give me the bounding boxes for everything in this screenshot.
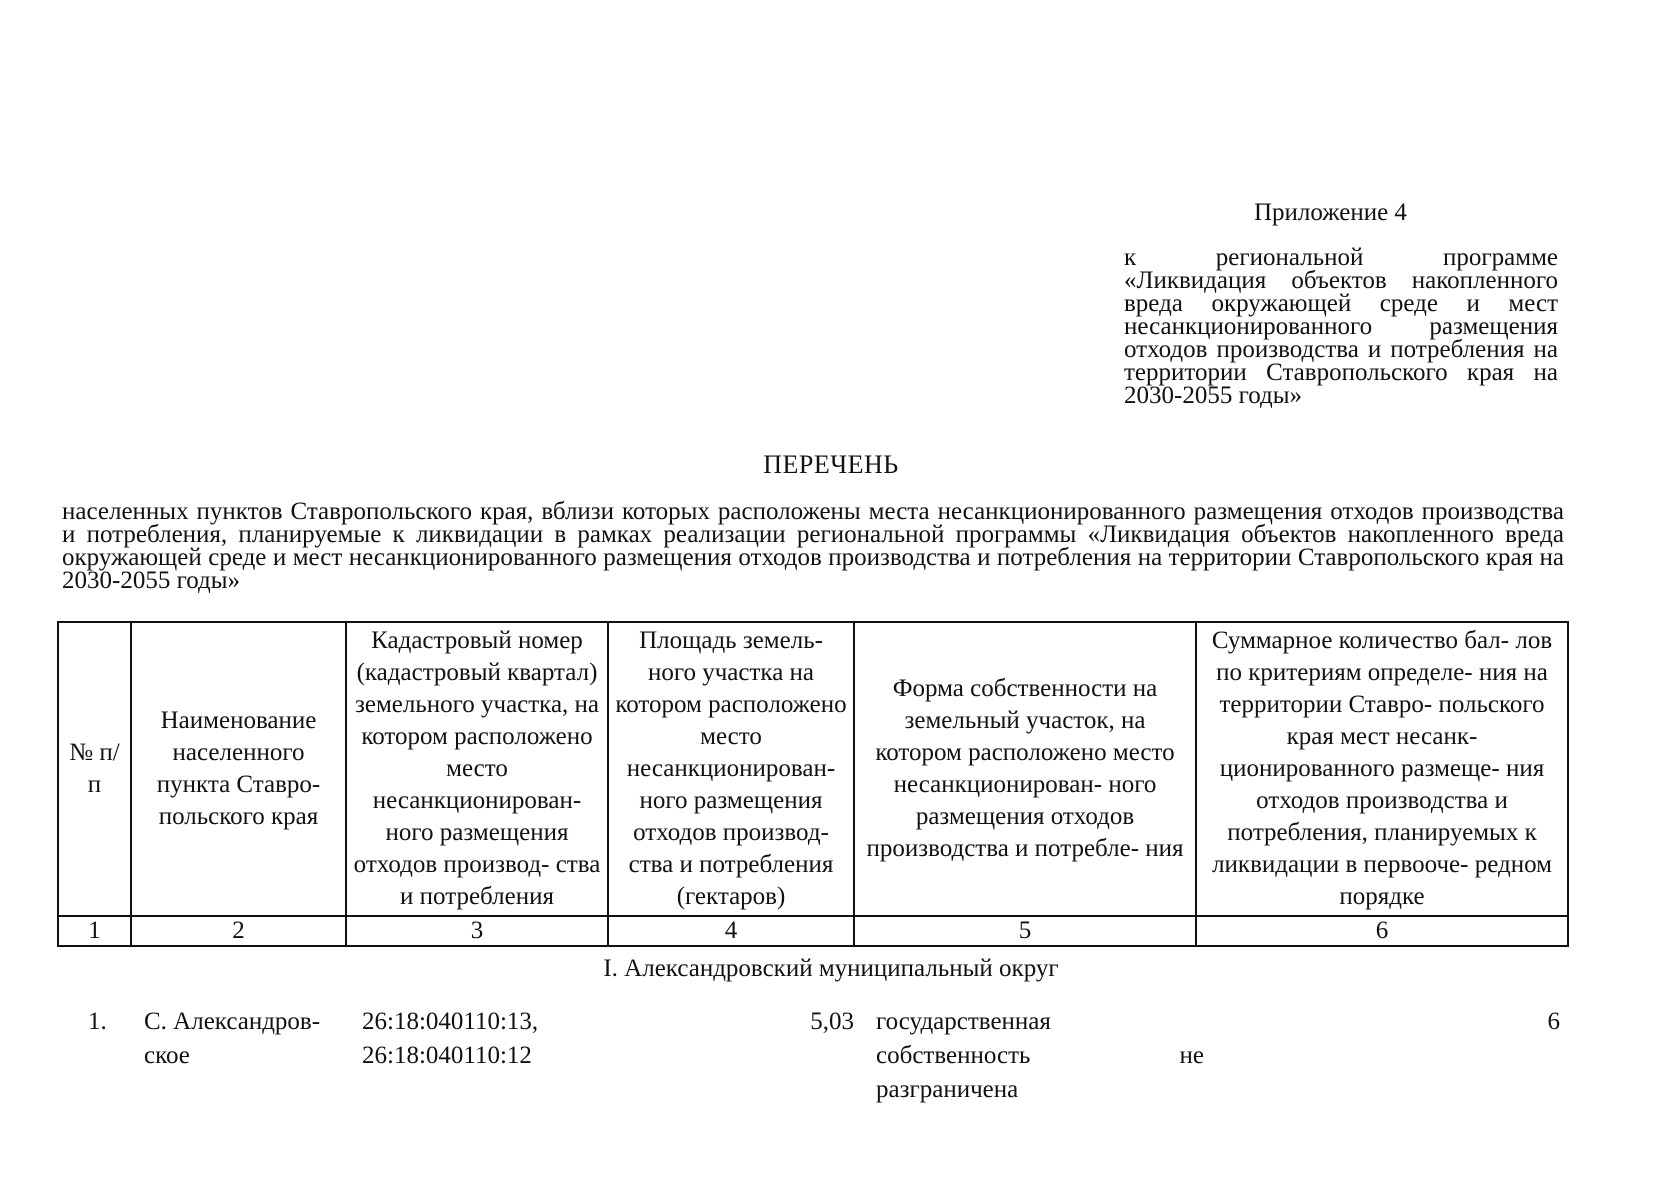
column-number: 2 xyxy=(131,916,346,946)
column-number-row xyxy=(58,916,1568,946)
row-score: 6 xyxy=(1547,1008,1560,1035)
header-ownership: Форма собственности на земельный участок, на котором расположено место несанкционирован- ного размещения отходов производства и потребле- ния xyxy=(854,622,1196,916)
cadastral-number-line: 26:18:040110:13, xyxy=(362,1008,539,1035)
cadastral-number-line: 26:18:040110:12 xyxy=(362,1042,532,1069)
column-number: 5 xyxy=(854,916,1196,946)
document-heading: ПЕРЕЧЕНЬ xyxy=(763,450,899,479)
row-area: 5,03 xyxy=(810,1008,854,1035)
header-score: Суммарное количество бал- лов по критериям определе- ния на территории Ставро- польского края мест несанк- ционированного размеще- ния отходов производства и потребления, планируемых к ликвидации в первооче- редном порядке xyxy=(1196,622,1568,916)
section-heading: I. Александровский муниципальный округ xyxy=(603,955,1059,982)
column-number: 4 xyxy=(608,916,854,946)
header-cadastral-number: Кадастровый номер (кадастровый квартал) земельного участка, на котором расположено место несанкционирован- ного размещения отходов производ- ства и потребления xyxy=(346,622,608,916)
row-cadastral-number xyxy=(362,1005,592,1073)
header-settlement-name: Наименование населенного пункта Ставро- польского края xyxy=(131,622,346,916)
appendix-title: Приложение 4 xyxy=(1254,199,1407,226)
settlements-table xyxy=(57,621,1569,947)
row-ownership: государственная собственность не разграничена xyxy=(876,1008,1204,1103)
column-number: 6 xyxy=(1196,916,1568,946)
row-settlement-name xyxy=(144,1005,344,1073)
header-area: Площадь земель- ного участка на котором расположено место несанкционирован- ного размещения отходов производ- ства и потребления (гектаров) xyxy=(608,622,854,916)
settlement-name-line: С. Александров- xyxy=(144,1008,321,1035)
row-number: 1. xyxy=(88,1008,107,1035)
settlement-name-line: ское xyxy=(144,1042,190,1069)
header-number: № п/п xyxy=(58,622,131,916)
appendix-text: к региональной программе «Ликвидация объектов накопленного вреда окружающей среде и мест несанкционированного размещения отходов производства и потребления на территории Ставропольского края на 2030-2055 годы» xyxy=(1124,244,1558,409)
column-number: 1 xyxy=(58,916,131,946)
table-header-row xyxy=(58,622,1568,916)
column-number: 3 xyxy=(346,916,608,946)
intro-paragraph: населенных пунктов Ставропольского края, вблизи которых расположены места несанкционированного размещения отходов производства и потребления, планируемые к ликвидации в рамках реализации региональной программы «Ликвидация объектов накопленного вреда окружающей среде и мест несанкционированного размещения отходов производства и потребления на территории Ставропольского края на 2030-2055 годы» xyxy=(62,498,1564,594)
